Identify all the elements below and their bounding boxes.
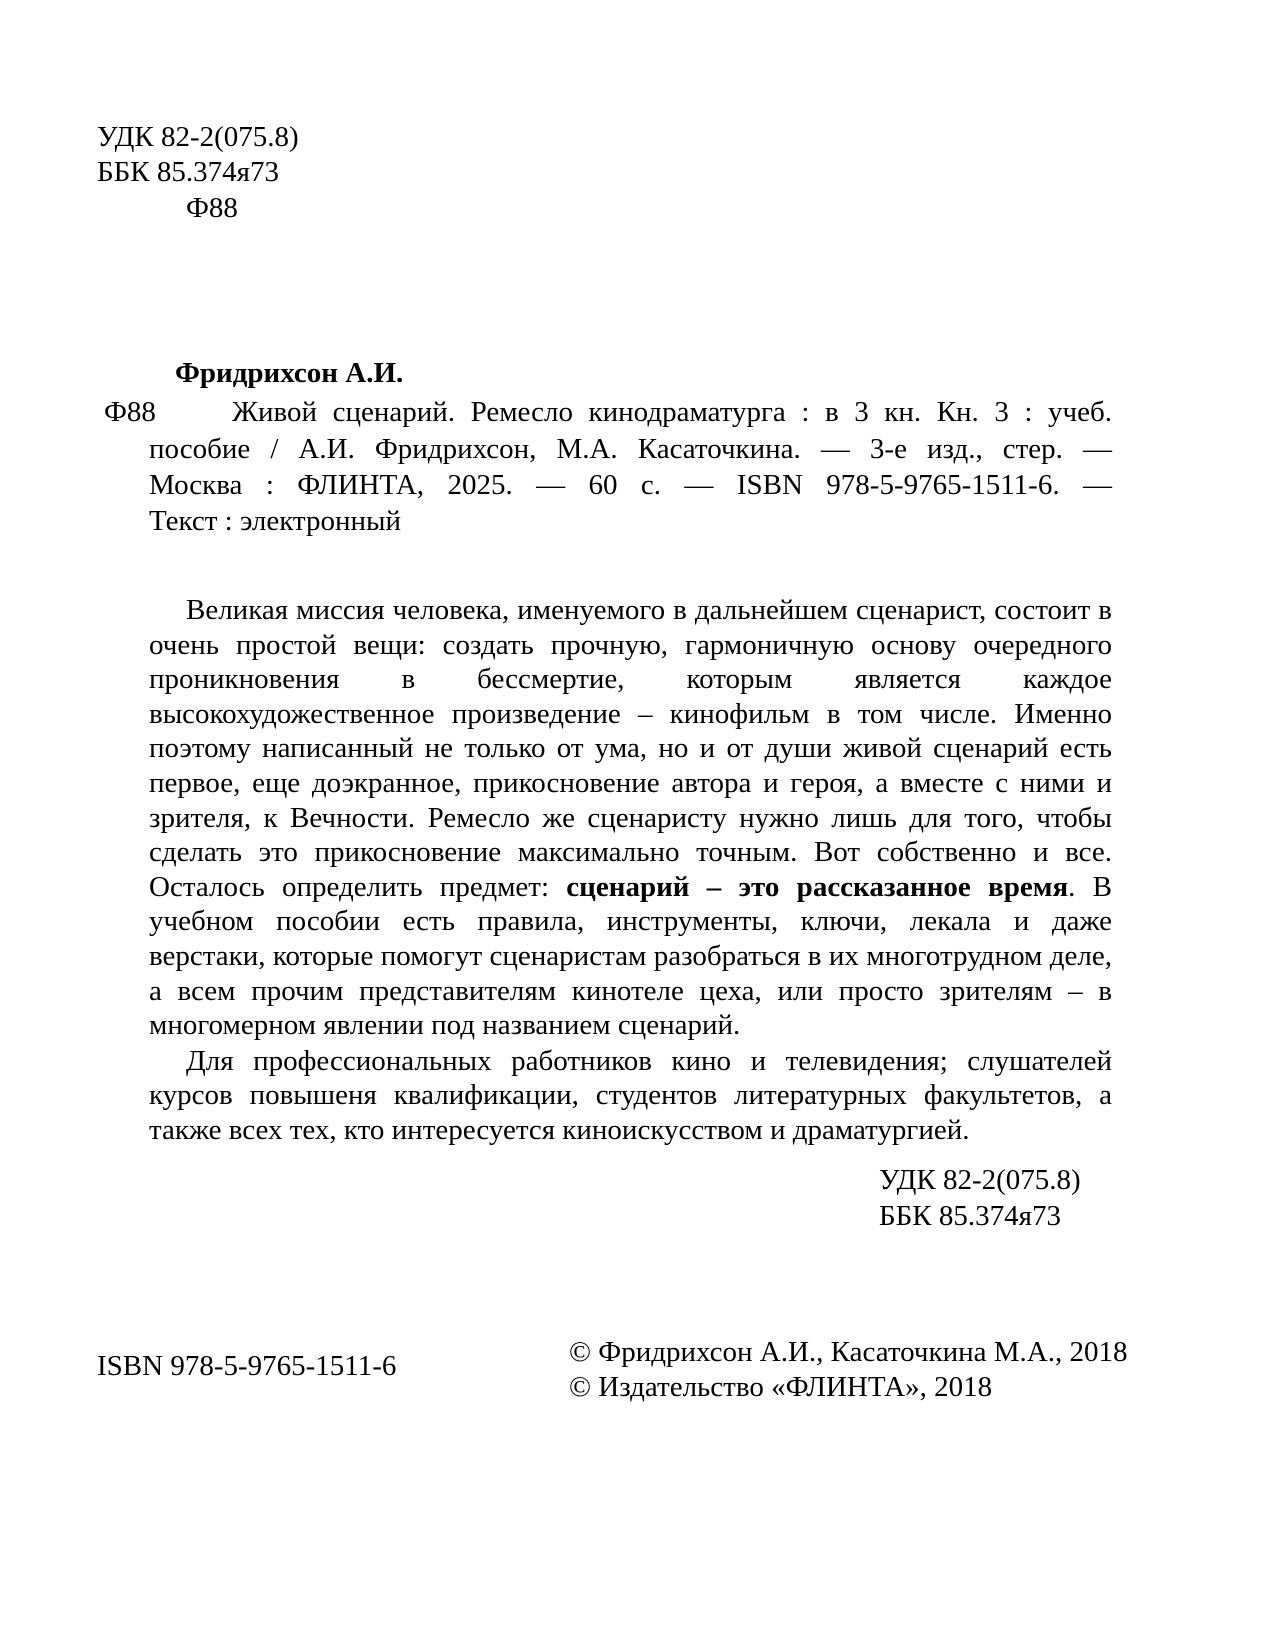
author-heading: Фридрихсон А.И. (175, 357, 404, 389)
udk-index: УДК 82-2(075.8) (97, 121, 299, 153)
bibliographic-cutter-code: Ф88 (104, 396, 156, 428)
copyright-authors: © Фридрихсон А.И., Касаточкина М.А., 2018 (569, 1336, 1128, 1368)
bibliographic-line-1: Живой сценарий. Ремесло кинодраматурга : в 3 кн. Кн. 3 : учеб. (232, 396, 1112, 428)
isbn: ISBN 978-5-9765-1511-6 (97, 1350, 397, 1382)
annotation (149, 593, 1112, 1148)
author-cutter-code: Ф88 (186, 192, 238, 224)
copyright-publisher: © Издательство «ФЛИНТА», 2018 (569, 1371, 993, 1403)
bbk-index: ББК 85.374я73 (97, 156, 279, 188)
bottom-udk-index: УДК 82-2(075.8) (879, 1164, 1081, 1196)
bibliographic-line-4: Текст : электронный (149, 505, 401, 537)
bottom-bbk-index: ББК 85.374я73 (879, 1200, 1061, 1232)
bibliographic-line-3: Москва : ФЛИНТА, 2025. — 60 с. — ISBN 978-5-9765-1511-6. — (149, 469, 1112, 501)
annotation-paragraph-2: Для профессиональных работников кино и телевидения; слушателей курсов повышеня квалификации, студентов литературных факультетов, а также всех тех, кто интересуется киноискусством и драматургией. (149, 1044, 1112, 1146)
annotation-paragraph-1 (149, 593, 1112, 1043)
bibliographic-line-2: пособие / А.И. Фридрихсон, М.А. Касаточкина. — 3-е изд., стер. — (149, 433, 1112, 465)
annotation-text: Великая миссия человека, именуемого в дальнейшем сценарист, состоит в очень простой вещи: создать прочную, гармоничную основу очередного проникновения в бессмертие, которым является каждое высокохудожественное произведение – кинофильм в том числе. Именно поэтому написанный не только от ума, но и от души живой сценарий есть первое, еще доэкранное, прикосновение автора и героя, а вместе с ними и зрителя, к Вечности. Ремесло же сценаристу нужно лишь для того, чтобы сделать это прикосновение максимально точным. Вот собственно и все. Осталось определить предмет: (149, 594, 1112, 903)
annotation-text-continued: . В учебном пособии есть правила, инструменты, ключи, лекала и даже верстаки, которые помогут сценаристам разобраться в их многотрудном деле, а всем прочим представителям кинотеле цеха, или просто зрителям – в многомерном явлении под названием сценарий. (149, 870, 1112, 1042)
annotation-bold-definition: сценарий – это рассказанное время (566, 870, 1069, 903)
